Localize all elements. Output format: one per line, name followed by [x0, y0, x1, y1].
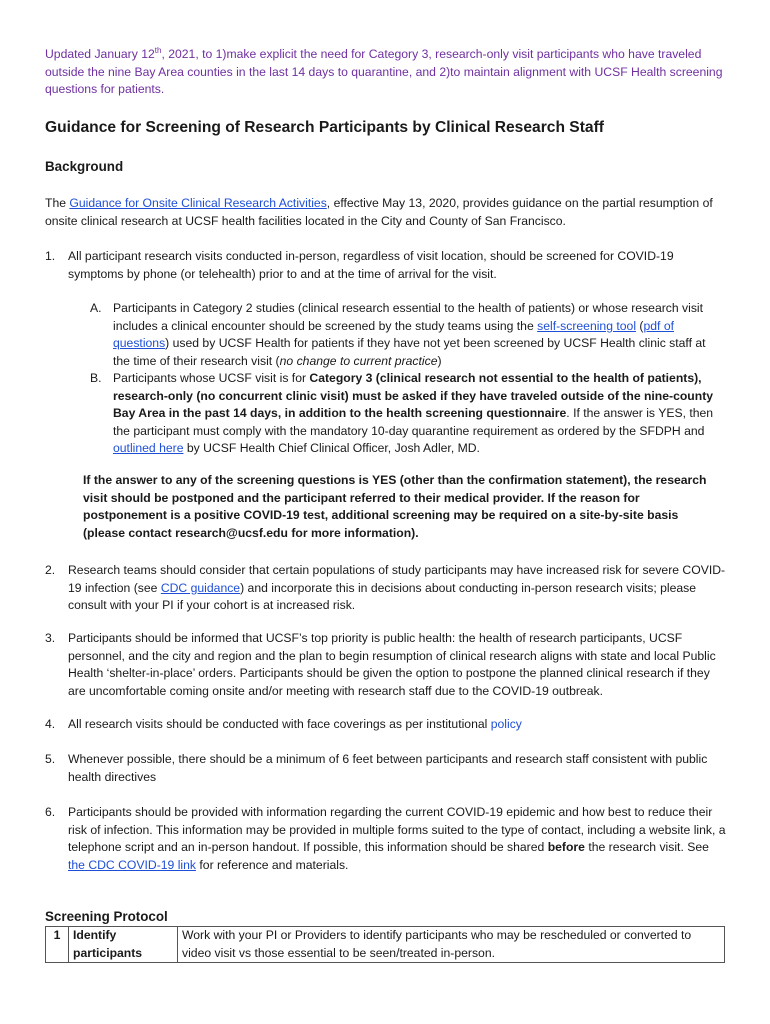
cdc-guidance-link[interactable]: CDC guidance [160, 580, 241, 595]
item-1b-text: Participants whose UCSF visit is for Category 3 (clinical research not essential to the health of patients), research-only (no concurrent clinic visit) must be asked if they have traveled outside of the nine-county Bay Area in the past 14 days, in addition to the health screening questionnaire. If the answer is YES, then the participant must comply with the mandatory 10-day quarantine requirement as ordered by the SFDPH and outlined here by UCSF Health Chief Clinical Officer, Josh Adler, MD. [113, 371, 714, 455]
item-4-number: 4. [45, 717, 56, 731]
pdf-of-questions-link[interactable]: pdf of questions [113, 318, 674, 350]
background-paragraph: The Guidance for Onsite Clinical Research Activities, effective May 13, 2020, provides guidance on the partial resumption of onsite clinical research at UCSF health facilities located in the City and County of San Francisco. [45, 196, 713, 228]
item-1a-text: Participants in Category 2 studies (clinical research essential to the health of patients) or whose research visit includes a clinical encounter should be screened by the study teams using the self-screening tool (pdf of questions) used by UCSF Health for patients if they have not yet been screened by UCSF Health clinic staff at the time of their research visit (no change to current practice) [113, 301, 706, 368]
onsite-guidance-link[interactable]: Guidance for Onsite Clinical Research Activities [69, 196, 327, 210]
step-number: 1 [46, 927, 69, 963]
self-screening-tool-link[interactable]: self-screening tool [537, 318, 637, 333]
screening-yes-notice: If the answer to any of the screening questions is YES (other than the confirmation statement), the research visit should be postponed and the participant referred to their medical provider. If the reason for postponement is a positive COVID-19 test, additional screening may be required on a site-by-site basis (please contact research@ucsf.edu for more information). [83, 473, 707, 540]
item-1b-label: B. [90, 371, 102, 385]
item-6-text: Participants should be provided with information regarding the current COVID-19 epidemic and how best to reduce their risk of infection. This information may be provided in multiple forms suited to the type of contact, including a website link, a telephone script and an in-person handout. If possible, this information should be shared before the research visit. See the CDC COVID-19 link for reference and materials. [68, 805, 726, 872]
cdc-covid19-link[interactable]: the CDC COVID-19 link [68, 857, 197, 872]
item-1a-label: A. [90, 301, 102, 315]
item-5-text: Whenever possible, there should be a minimum of 6 feet between participants and research staff consistent with public health directives [68, 752, 708, 784]
item-1-text: All participant research visits conducted in-person, regardless of visit location, should be screened for COVID-19 symptoms by phone (or telehealth) prior to and at the time of arrival for the visit. [68, 249, 674, 281]
item-2-text: Research teams should consider that certain populations of study participants may have increased risk for severe COVID-19 infection (see CDC guidance) and incorporate this in decisions about conducting in-person research visits; please consult with your PI if your cohort is at increased risk. [68, 563, 726, 612]
update-note-text: Updated January 12 [45, 47, 155, 61]
screening-protocol-table [45, 926, 725, 963]
update-note-superscript: th [154, 45, 162, 55]
screening-protocol-heading: Screening Protocol [45, 909, 168, 924]
step-name: Identify participants [69, 927, 178, 963]
item-1-number: 1. [45, 249, 56, 263]
step-description: Work with your PI or Providers to identify participants who may be rescheduled or converted to video visit vs those essential to be seen/treated in-person. [178, 927, 725, 963]
item-3-number: 3. [45, 631, 56, 645]
policy-link[interactable]: policy [490, 717, 522, 731]
item-5-number: 5. [45, 752, 56, 766]
table-row [46, 927, 725, 963]
update-note-text-cont: , 2021, to 1)make explicit the need for Category 3, research-only visit participants who have traveled outside the nine Bay Area counties in the last 14 days to quarantine, and 2)to maintain alignment with UCSF Health screening questions for patients. [45, 47, 723, 96]
item-2-number: 2. [45, 563, 56, 577]
outlined-here-link[interactable]: outlined here [113, 441, 184, 455]
update-note [45, 46, 727, 99]
item-6-number: 6. [45, 805, 56, 819]
item-4-text: All research visits should be conducted with face coverings as per institutional policy [68, 717, 522, 731]
page-title: Guidance for Screening of Research Participants by Clinical Research Staff [45, 119, 604, 136]
item-3-text: Participants should be informed that UCSF’s top priority is public health: the health of research participants, UCSF personnel, and the city and region and the plan to begin resumption of clinical research aligns with state and local Public Health ‘shelter-in-place’ orders. Participants should be given the option to postpone the planned clinical research if they are uncomfortable coming onsite and/or meeting with research staff due to the COVID-19 outbreak. [68, 631, 716, 698]
background-heading: Background [45, 159, 124, 174]
